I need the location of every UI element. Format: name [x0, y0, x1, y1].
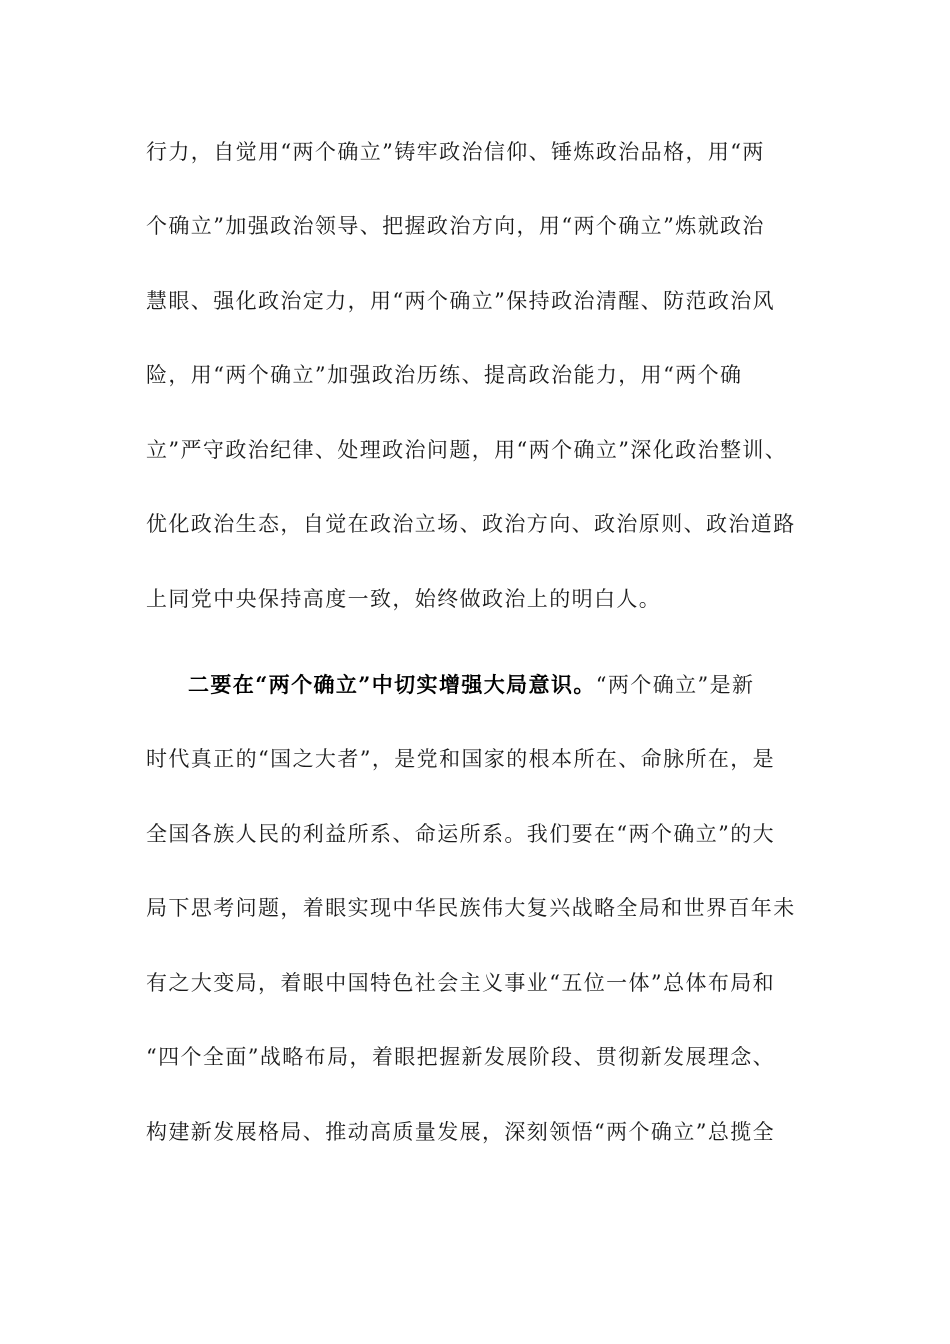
section-heading: 二要在“两个确立”中切实增强大局意识。	[188, 672, 596, 697]
paragraph-2-line-6: “四个全面”战略布局，着眼把握新发展阶段、贯彻新发展理念、	[146, 1045, 776, 1069]
paragraph-1-line-2: 个确立”加强政治领导、把握政治方向，用“两个确立”炼就政治	[146, 214, 765, 238]
paragraph-1-line-1: 行力，自觉用“两个确立”铸牢政治信仰、锤炼政治品格，用“两	[146, 140, 765, 164]
paragraph-2-line-5: 有之大变局，着眼中国特色社会主义事业“五位一体”总体布局和	[146, 971, 776, 995]
paragraph-1-line-5: 立”严守政治纪律、处理政治问题，用“两个确立”深化政治整训、	[146, 438, 788, 462]
paragraph-1-line-4: 险，用“两个确立”加强政治历练、提高政治能力，用“两个确	[146, 363, 743, 387]
paragraph-2-first-line	[188, 670, 858, 700]
paragraph-1-line-7: 上同党中央保持高度一致，始终做政治上的明白人。	[146, 587, 662, 611]
paragraph-2-line-7: 构建新发展格局、推动高质量发展，深刻领悟“两个确立”总揽全	[146, 1120, 776, 1144]
paragraph-2-line-2: 时代真正的“国之大者”，是党和国家的根本所在、命脉所在，是	[146, 747, 776, 771]
paragraph-2-line-3: 全国各族人民的利益所系、命运所系。我们要在“两个确立”的大	[146, 822, 776, 846]
paragraph-2-first-line-text: “两个确立”是新	[595, 673, 755, 697]
paragraph-1-line-6: 优化政治生态，自觉在政治立场、政治方向、政治原则、政治道路	[146, 512, 796, 536]
paragraph-1-line-3: 慧眼、强化政治定力，用“两个确立”保持政治清醒、防范政治风	[146, 289, 776, 313]
paragraph-2-line-4: 局下思考问题，着眼实现中华民族伟大复兴战略全局和世界百年未	[146, 896, 796, 920]
